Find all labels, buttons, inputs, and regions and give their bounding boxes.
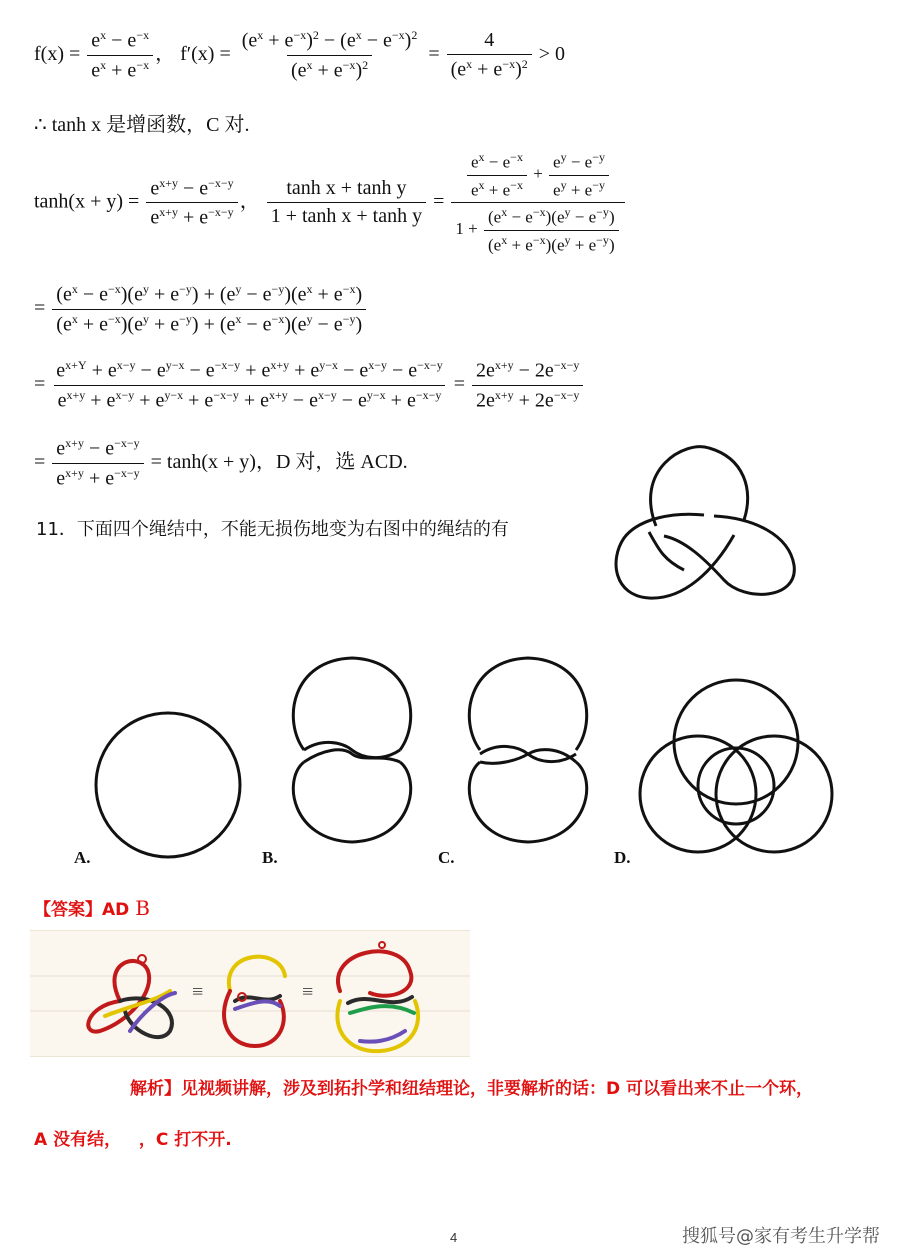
knot-equivalence-photo (30, 930, 470, 1057)
equiv-sign-2: ≡ (302, 981, 314, 1003)
answer-line (34, 895, 150, 920)
mid-den: 1 + tanh x + tanh y (267, 202, 426, 228)
tanh-result: = tanh(x + y)，D 对，选 ACD. (150, 450, 408, 473)
analysis-line-2: A 没有结， ，C 打不开. (34, 1130, 232, 1150)
handwritten-b: B (135, 896, 150, 920)
fprime-label: f′(x) = (180, 42, 231, 65)
numerator-four: 4 (484, 28, 495, 51)
option-b-label: B. (262, 848, 278, 867)
option-a-unknot (88, 705, 248, 865)
equation-line-5: = $\frac{e^{x+Y} + e^{x-y} - e^{y-x} - e^{-x-y} + e^{x+y} + e^{y-x} - e^{x-y} - e^{-x-y}}{e^{x+y} + e^{x-y} + e^{y-x} + e^{-x-y} + e^{x+y} - e^{x-y} - e^{y-x} + e^{-x-y}}$ = $\frac{2e^{x+y} - 2e^{-x-y}}{2e^{x+y} + 2e^{-x-y}}$ (34, 358, 585, 412)
question-11: 11．下面四个绳结中，不能无损伤地变为右图中的绳结的有 (36, 519, 509, 540)
option-d-label: D. (614, 848, 631, 867)
answer-label: 【答案】AD (34, 900, 130, 920)
equation-line-1: f(x) = $\frac{e^x - e^{-x}}{e^x + e^{-x}}$ ， f′(x) = $\frac{(e^x + e^{-x})^2 - (e^x - e^{-x})^2}{(e^x + e^{-x})^2}$ = $\frac{4}{(e^x + e^{-x})^2}$ > 0 (34, 28, 566, 82)
analysis-line-1: 解析】见视频讲解，涉及到拓扑学和纽结理论，非要解析的话：D 可以看出来不止一个环， (130, 1079, 814, 1099)
equation-line-6: = $\frac{e^{x+y} - e^{-x-y}}{e^{x+y} + e^{-x-y}}$ = tanh(x + y)，D 对，选 ACD. (34, 436, 408, 490)
equation-line-3: tanh(x + y) = $\frac{e^{x+y} - e^{-x-y}}{e^{x+y} + e^{-x-y}}$ ， $\frac{\text{tanh x + tanh y}}{\text{1 + tanh x + tanh y}}$ = $\frac{e^x - e^{-x}}{e^x + e^{-x}}$ + $\frac{e^y - e^{-y}}{e^y + e^{-y}}$ 1 + $\frac{(e^x - e^{-x})(e^y - e^{-y})}{(e^x + e^{-x})(e^y + e^{-y})}$ (34, 150, 627, 256)
option-b-knot (282, 650, 422, 850)
page-number: 4 (450, 1230, 458, 1245)
trefoil-knot-figure (604, 440, 804, 610)
f-label: f(x) = (34, 42, 81, 65)
conclusion-c: ∴ tanh x 是增函数，C 对. (34, 114, 250, 136)
equiv-sign-1: ≡ (192, 981, 204, 1003)
gt-zero: > 0 (538, 42, 566, 65)
option-a-label: A. (74, 848, 91, 867)
option-c-label: C. (438, 848, 455, 867)
option-c-knot (458, 650, 598, 850)
mid-num: tanh x + tanh y (286, 177, 407, 200)
tanh-sum-label: tanh(x + y) = (34, 190, 140, 213)
equation-line-4: = $\frac{(e^x - e^{-x})(e^y + e^{-y}) + (e^y - e^{-y})(e^x + e^{-x})}{(e^x + e^{-x})(e^y + e^{-y}) + (e^x - e^{-x})(e^y - e^{-y})}$ (34, 282, 368, 336)
watermark: 搜狐号@家有考生升学帮 (682, 1226, 880, 1247)
option-d-rings (636, 676, 836, 856)
